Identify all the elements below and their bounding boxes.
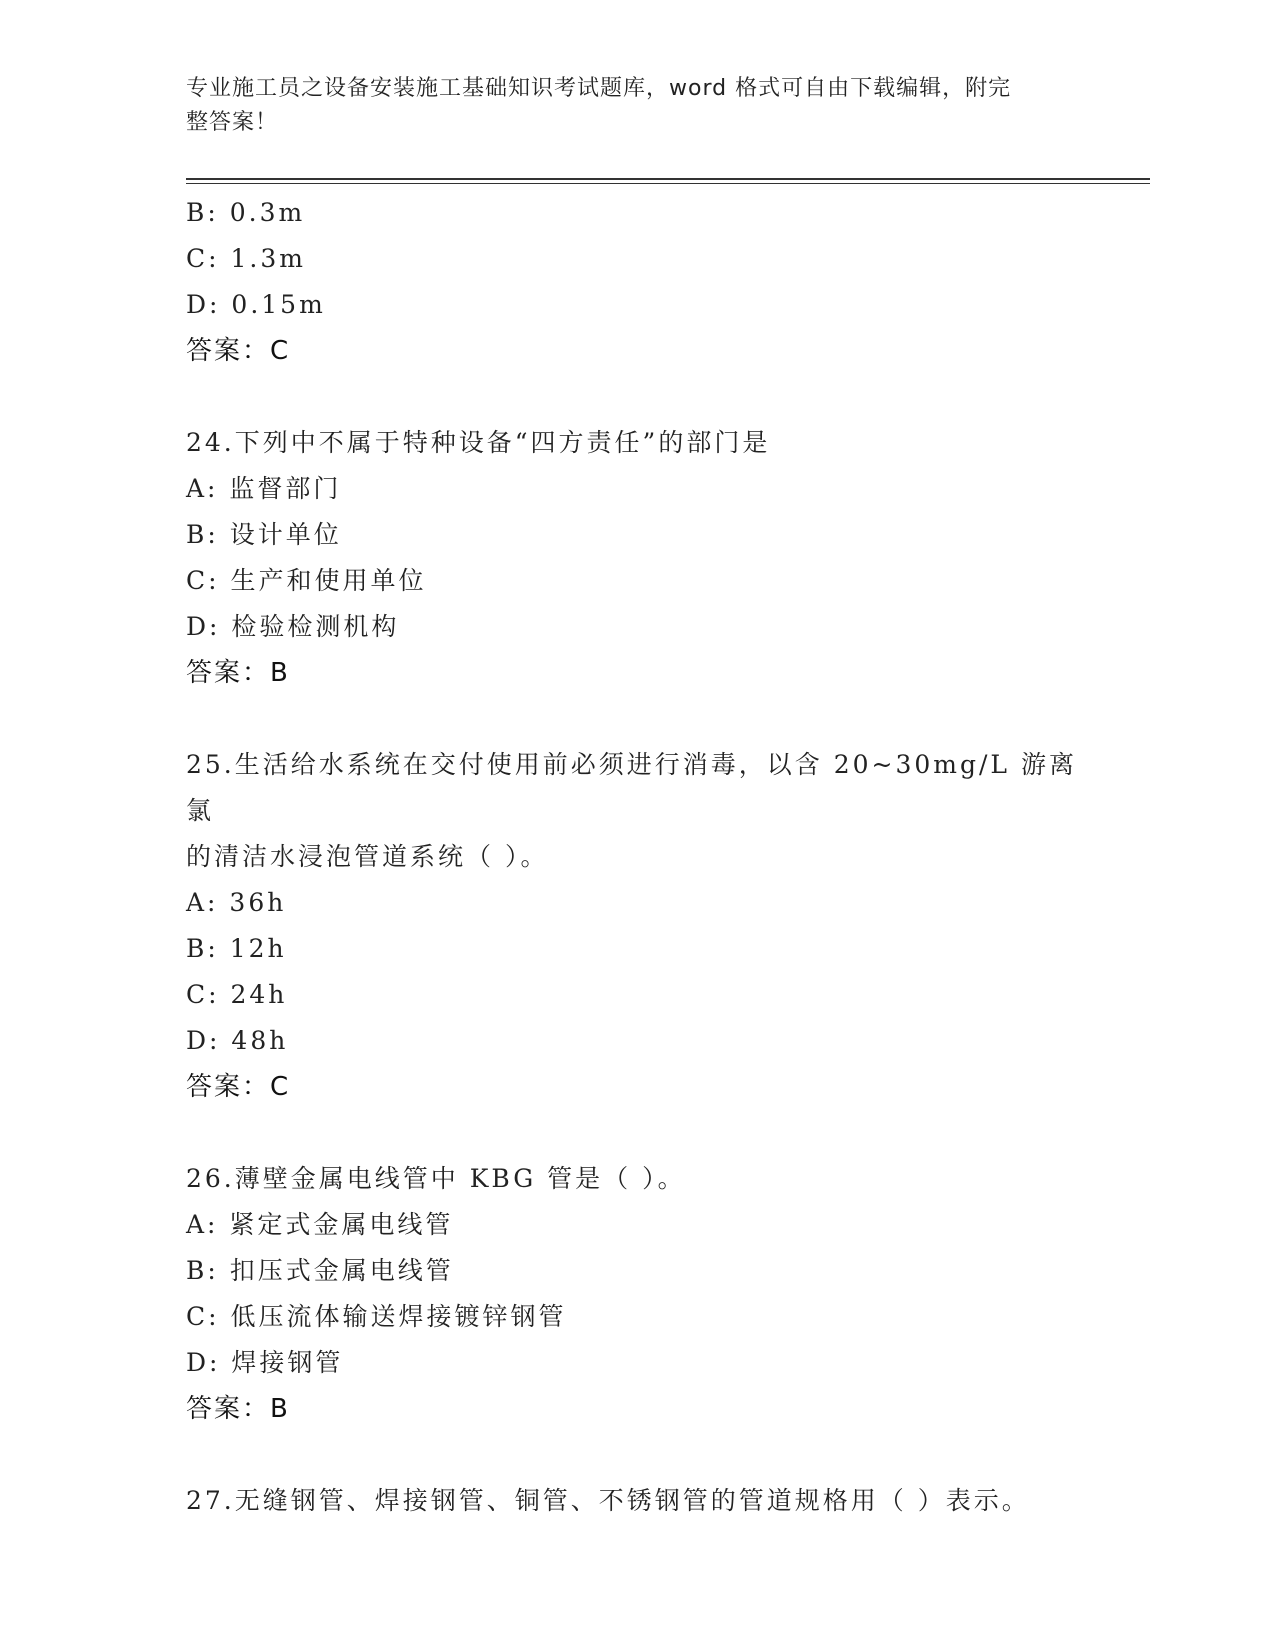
option-d: D: 检验检测机构 — [186, 612, 400, 641]
option-c: C: 低压流体输送焊接镀锌钢管 — [186, 1302, 567, 1331]
option-c: C: 24h — [186, 980, 288, 1009]
question-stem: 27.无缝钢管、焊接钢管、铜管、不锈钢管的管道规格用（ ）表示。 — [186, 1486, 1030, 1515]
option-c: C: 生产和使用单位 — [186, 566, 427, 595]
option-d: D: 48h — [186, 1026, 289, 1055]
option-b: B: 12h — [186, 934, 287, 963]
header-line-2: 整答案！ — [186, 110, 279, 135]
option-b: B: 0.3m — [186, 198, 306, 227]
question-stem-continued: 的清洁水浸泡管道系统（ ）。 — [186, 842, 549, 871]
question-content — [186, 190, 1086, 1524]
question-stem: 26.薄壁金属电线管中 KBG 管是（ ）。 — [186, 1164, 686, 1193]
document-header — [186, 72, 1086, 140]
question-stem: 25.生活给水系统在交付使用前必须进行消毒，以含 20~30mg/L 游离氯 — [186, 750, 1077, 825]
option-a: A: 紧定式金属电线管 — [186, 1210, 454, 1239]
option-b: B: 设计单位 — [186, 520, 342, 549]
question-stem: 24.下列中不属于特种设备“四方责任”的部门是 — [186, 428, 771, 457]
question-block-27 — [186, 1478, 1086, 1524]
question-block-25 — [186, 742, 1086, 1110]
spacer — [186, 374, 1086, 420]
question-block-prev — [186, 190, 1086, 374]
question-block-26 — [186, 1156, 1086, 1432]
question-block-24 — [186, 420, 1086, 696]
spacer — [186, 1432, 1086, 1478]
answer-line: 答案：B — [186, 658, 290, 688]
answer-line: 答案：B — [186, 1394, 290, 1424]
header-rule-bottom — [186, 183, 1150, 184]
option-c: C: 1.3m — [186, 244, 306, 273]
header-rule-top — [186, 178, 1150, 180]
answer-line: 答案：C — [186, 1072, 291, 1102]
answer-line: 答案：C — [186, 336, 291, 366]
option-d: D: 0.15m — [186, 290, 326, 319]
header-line-1: 专业施工员之设备安装施工基础知识考试题库，word 格式可自由下载编辑，附完 — [186, 76, 1012, 101]
spacer — [186, 1110, 1086, 1156]
option-a: A: 监督部门 — [186, 474, 342, 503]
spacer — [186, 696, 1086, 742]
option-a: A: 36h — [186, 888, 287, 917]
option-d: D: 焊接钢管 — [186, 1348, 344, 1377]
option-b: B: 扣压式金属电线管 — [186, 1256, 454, 1285]
